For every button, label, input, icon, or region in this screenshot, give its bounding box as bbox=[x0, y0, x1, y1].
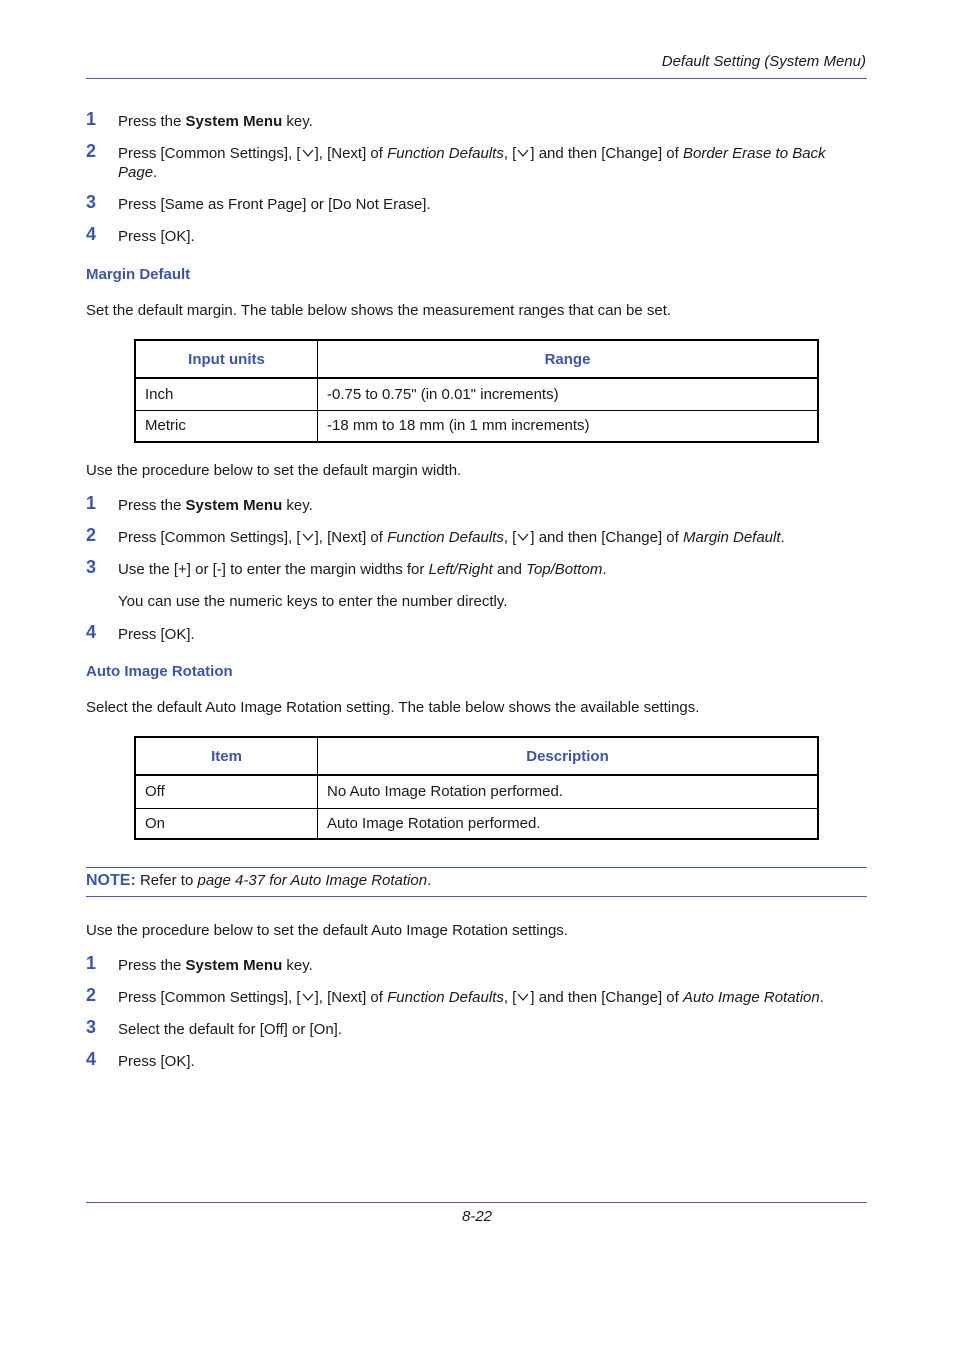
step-number: 4 bbox=[86, 622, 97, 642]
note-label: NOTE: bbox=[86, 872, 136, 889]
step-number: 3 bbox=[86, 557, 97, 577]
section-heading-auto-image-rotation: Auto Image Rotation bbox=[86, 663, 233, 680]
table-header: Description bbox=[318, 737, 819, 775]
rotation-intro: Select the default Auto Image Rotation setting. The table below shows the available settings. bbox=[86, 699, 700, 716]
rotation-settings-table bbox=[134, 736, 819, 840]
rotation-procedure-intro: Use the procedure below to set the default Auto Image Rotation settings. bbox=[86, 922, 568, 939]
step-3: 3 Use the [+] or [-] to enter the margin widths for Left/Right and Top/Bottom. bbox=[86, 557, 607, 578]
margin-range-table bbox=[134, 339, 819, 443]
table-header: Input units bbox=[135, 340, 318, 378]
step-1: 1 Press the System Menu key. bbox=[86, 109, 313, 130]
step-1: 1 Press the System Menu key. bbox=[86, 953, 313, 974]
step-4: 4 Press [OK]. bbox=[86, 622, 195, 643]
step-number: 1 bbox=[86, 109, 97, 129]
step-number: 3 bbox=[86, 1017, 97, 1037]
table-row: On Auto Image Rotation performed. bbox=[135, 808, 818, 839]
page-reference-link[interactable]: page 4-37 for Auto Image Rotation bbox=[197, 872, 428, 889]
step-number: 2 bbox=[86, 525, 97, 545]
chevron-down-icon bbox=[517, 991, 529, 1003]
step-3: 3 Press [Same as Front Page] or [Do Not Erase]. bbox=[86, 192, 431, 213]
note-bottom-rule bbox=[86, 896, 867, 897]
page-header-title: Default Setting (System Menu) bbox=[661, 53, 866, 70]
system-menu-key-label: System Menu bbox=[185, 113, 283, 130]
step-2: 2 Press [Common Settings], [ ], [Next] of Function Defaults, [ ] and then [Change] of Border Erase to Back Page. bbox=[86, 141, 826, 181]
step-3-subnote: You can use the numeric keys to enter the number directly. bbox=[118, 593, 508, 610]
step-1: 1 Press the System Menu key. bbox=[86, 493, 313, 514]
step-number: 1 bbox=[86, 953, 97, 973]
step-3: 3 Select the default for [Off] or [On]. bbox=[86, 1017, 343, 1038]
step-number: 1 bbox=[86, 493, 97, 513]
note: NOTE: Refer to page 4-37 for Auto Image Rotation. bbox=[86, 872, 432, 889]
table-header: Range bbox=[318, 340, 819, 378]
system-menu-key-label: System Menu bbox=[185, 497, 283, 514]
step-number: 2 bbox=[86, 141, 97, 161]
table-row: Metric -18 mm to 18 mm (in 1 mm increments) bbox=[135, 410, 818, 442]
table-row: Inch -0.75 to 0.75" (in 0.01" increments) bbox=[135, 378, 818, 410]
system-menu-key-label: System Menu bbox=[185, 957, 283, 974]
note-top-rule bbox=[86, 867, 867, 868]
page-number: 8-22 bbox=[461, 1208, 493, 1225]
chevron-down-icon bbox=[302, 991, 314, 1003]
header-rule bbox=[86, 78, 867, 79]
chevron-down-icon bbox=[517, 147, 529, 159]
table-row: Off No Auto Image Rotation performed. bbox=[135, 775, 818, 808]
step-number: 2 bbox=[86, 985, 97, 1005]
margin-procedure-intro: Use the procedure below to set the default margin width. bbox=[86, 462, 462, 479]
section-heading-margin-default: Margin Default bbox=[86, 266, 191, 283]
margin-intro: Set the default margin. The table below shows the measurement ranges that can be set. bbox=[86, 302, 672, 319]
step-4: 4 Press [OK]. bbox=[86, 224, 195, 245]
chevron-down-icon bbox=[517, 531, 529, 543]
step-4: 4 Press [OK]. bbox=[86, 1049, 195, 1070]
chevron-down-icon bbox=[302, 531, 314, 543]
step-number: 4 bbox=[86, 224, 97, 244]
step-2: 2 Press [Common Settings], [ ], [Next] of Function Defaults, [ ] and then [Change] of Margin Default. bbox=[86, 525, 785, 546]
step-2: 2 Press [Common Settings], [ ], [Next] of Function Defaults, [ ] and then [Change] of Auto Image Rotation. bbox=[86, 985, 824, 1006]
table-header: Item bbox=[135, 737, 318, 775]
step-number: 3 bbox=[86, 192, 97, 212]
chevron-down-icon bbox=[302, 147, 314, 159]
step-number: 4 bbox=[86, 1049, 97, 1069]
footer-rule bbox=[86, 1202, 867, 1203]
